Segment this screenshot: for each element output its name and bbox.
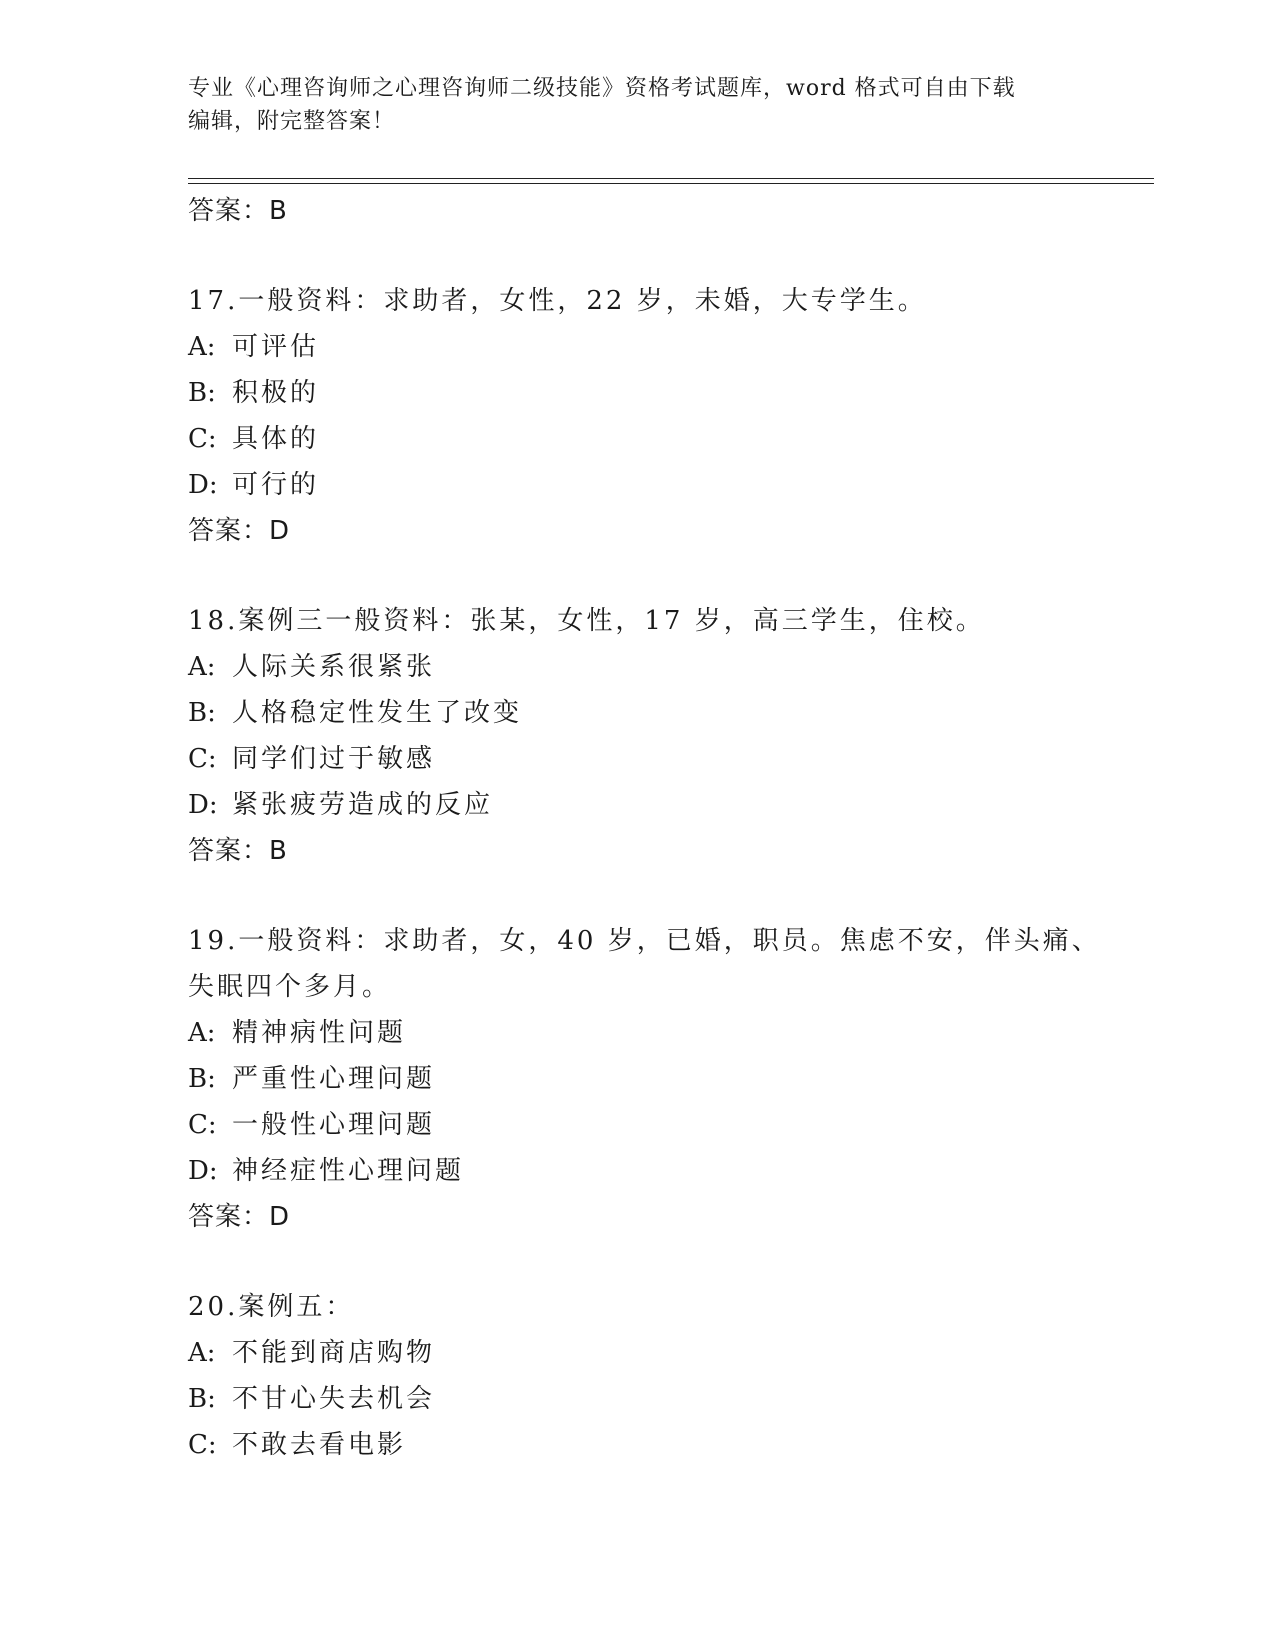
option-a — [188, 1330, 1108, 1376]
option-letter: A: — [188, 1338, 216, 1368]
option-letter: B: — [188, 1064, 216, 1094]
option-letter: A: — [188, 1018, 216, 1048]
option-letter: D: — [188, 790, 218, 820]
question-stem: 20.案例五： — [188, 1292, 355, 1322]
option-text: 不敢去看电影 — [232, 1430, 407, 1460]
option-letter: D: — [188, 470, 218, 500]
option-text: 同学们过于敏感 — [232, 744, 436, 774]
option-letter: B: — [188, 1384, 216, 1414]
option-text: 不能到商店购物 — [232, 1338, 436, 1368]
option-text: 神经症性心理问题 — [232, 1156, 465, 1186]
question-19 — [188, 918, 1108, 1240]
option-c — [188, 736, 1108, 782]
option-text: 一般性心理问题 — [232, 1110, 436, 1140]
option-text: 人际关系很紧张 — [232, 652, 436, 682]
option-text: 积极的 — [232, 378, 320, 408]
option-text: 不甘心失去机会 — [232, 1384, 436, 1414]
option-letter: B: — [188, 698, 216, 728]
option-text: 紧张疲劳造成的反应 — [232, 790, 494, 820]
option-c — [188, 1422, 1108, 1468]
option-letter: C: — [188, 1110, 217, 1140]
option-b — [188, 1056, 1108, 1102]
header-divider-top — [188, 178, 1154, 179]
option-letter: A: — [188, 332, 216, 362]
question-stem-line-1: 19.一般资料：求助者，女，40 岁，已婚，职员。焦虑不安，伴头痛、 — [188, 926, 1101, 956]
document-header — [188, 72, 1078, 138]
question-stem: 18.案例三一般资料：张某，女性，17 岁，高三学生，住校。 — [188, 606, 985, 636]
header-divider-bottom — [188, 183, 1154, 184]
option-text: 严重性心理问题 — [232, 1064, 436, 1094]
option-a — [188, 1010, 1108, 1056]
option-text: 可评估 — [232, 332, 320, 362]
header-line-2: 编辑，附完整答案！ — [188, 109, 396, 134]
option-letter: C: — [188, 1430, 217, 1460]
answer-line: 答案：D — [188, 1202, 291, 1232]
option-text: 具体的 — [232, 424, 320, 454]
option-c — [188, 1102, 1108, 1148]
answer-line: 答案：B — [188, 196, 288, 226]
header-line-1: 专业《心理咨询师之心理咨询师二级技能》资格考试题库，word 格式可自由下载 — [188, 76, 1016, 101]
question-17 — [188, 278, 1108, 554]
option-letter: C: — [188, 424, 217, 454]
question-18 — [188, 598, 1108, 874]
option-a — [188, 324, 1108, 370]
option-b — [188, 370, 1108, 416]
option-text: 可行的 — [232, 470, 320, 500]
option-a — [188, 644, 1108, 690]
option-letter: D: — [188, 1156, 218, 1186]
question-20 — [188, 1284, 1108, 1468]
option-b — [188, 690, 1108, 736]
question-list — [188, 188, 1108, 1468]
question-stem-line-2: 失眠四个多月。 — [188, 972, 392, 1002]
option-d — [188, 1148, 1108, 1194]
option-letter: A: — [188, 652, 216, 682]
answer-line: 答案：B — [188, 836, 288, 866]
option-c — [188, 416, 1108, 462]
option-b — [188, 1376, 1108, 1422]
option-letter: C: — [188, 744, 217, 774]
answer-line: 答案：D — [188, 516, 291, 546]
option-d — [188, 782, 1108, 828]
option-text: 人格稳定性发生了改变 — [232, 698, 523, 728]
option-d — [188, 462, 1108, 508]
question-stem: 17.一般资料：求助者，女性，22 岁，未婚，大专学生。 — [188, 286, 927, 316]
option-text: 精神病性问题 — [232, 1018, 407, 1048]
option-letter: B: — [188, 378, 216, 408]
